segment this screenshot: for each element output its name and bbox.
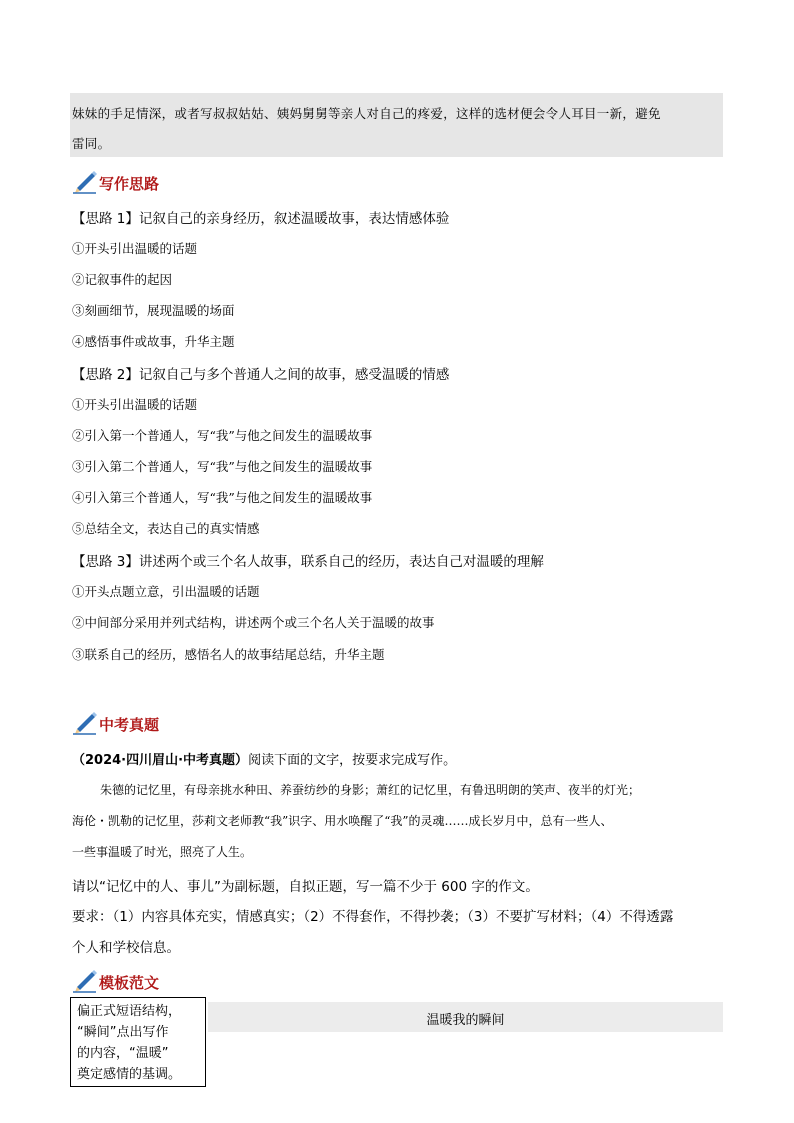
exam-prompt: 请以“记忆中的人、事儿”为副标题，自拟正题，写一篇不少于 600 字的作文。 <box>72 879 539 895</box>
passage-line-1: 朱德的记忆里，有母亲挑水种田、养蚕纺纱的身影；萧红的记忆里，有鲁迅明朗的笑声、夜半的灯光； <box>100 783 641 797</box>
annotation-line: 偏正式短语结构， <box>77 1004 182 1019</box>
essay-title-bar <box>208 1002 723 1032</box>
exam-source: （2024·四川眉山·中考真题） <box>72 753 249 768</box>
annotation-line: “瞬间”点出写作 <box>77 1025 169 1040</box>
section-title: 中考真题 <box>99 716 160 734</box>
pencil-icon <box>72 967 98 993</box>
pencil-icon <box>72 709 98 735</box>
idea2-step-3: ③引入第二个普通人，写“我”与他之间发生的温暖故事 <box>72 459 373 474</box>
idea3-step-2: ②中间部分采用并列式结构，讲述两个或三个名人关于温暖的故事 <box>72 615 435 630</box>
pencil-icon <box>72 168 98 194</box>
idea1-step-2: ②记叙事件的起因 <box>72 272 173 287</box>
intro-line-1: 妹妹的手足情深，或者写叔叔姑姑、姨妈舅舅等亲人对自己的疼爱，这样的选材便会令人耳目一新，避免 <box>72 106 661 121</box>
idea1-step-3: ③刻画细节，展现温暖的场面 <box>72 303 235 318</box>
passage-line-2: 海伦・凯勒的记忆里，莎莉文老师教“我”识字、用水唤醒了“我”的灵魂……成长岁月中，总有一些人、 <box>72 814 613 828</box>
idea2-title: 【思路 2】记叙自己与多个普通人之间的故事，感受温暖的情感 <box>72 367 450 383</box>
annotation-line: 奠定感情的基调。 <box>77 1067 182 1082</box>
idea1-step-4: ④感悟事件或故事，升华主题 <box>72 334 235 349</box>
annotation-line: 的内容，“温暖” <box>77 1046 169 1061</box>
idea2-step-4: ④引入第三个普通人，写“我”与他之间发生的温暖故事 <box>72 490 373 505</box>
exam-requirements-1: 要求：（1）内容具体充实，情感真实；（2）不得套作，不得抄袭；（3）不要扩写材料；（4）不得透露 <box>72 909 674 925</box>
intro-box <box>70 93 723 157</box>
idea3-step-1: ①开头点题立意，引出温暖的话题 <box>72 584 260 599</box>
section-title: 模板范文 <box>99 974 160 992</box>
essay-title: 温暖我的瞬间 <box>426 1013 505 1028</box>
exam-instruction: 阅读下面的文字，按要求完成写作。 <box>248 753 457 768</box>
passage-line-3: 一些事温暖了时光，照亮了人生。 <box>72 845 253 859</box>
annotation-box <box>70 997 206 1087</box>
idea3-step-3: ③联系自己的经历，感悟名人的故事结尾总结，升华主题 <box>72 647 385 662</box>
exam-requirements-2: 个人和学校信息。 <box>72 940 180 956</box>
idea2-step-5: ⑤总结全文，表达自己的真实情感 <box>72 521 260 536</box>
idea1-step-1: ①开头引出温暖的话题 <box>72 241 198 256</box>
idea1-title: 【思路 1】记叙自己的亲身经历，叙述温暖故事，表达情感体验 <box>72 211 450 227</box>
intro-line-2: 雷同。 <box>72 136 111 151</box>
idea2-step-2: ②引入第一个普通人，写“我”与他之间发生的温暖故事 <box>72 428 373 443</box>
section-title: 写作思路 <box>99 175 160 193</box>
idea2-step-1: ①开头引出温暖的话题 <box>72 397 198 412</box>
exam-intro <box>72 749 456 768</box>
idea3-title: 【思路 3】讲述两个或三个名人故事，联系自己的经历，表达自己对温暖的理解 <box>72 554 544 570</box>
